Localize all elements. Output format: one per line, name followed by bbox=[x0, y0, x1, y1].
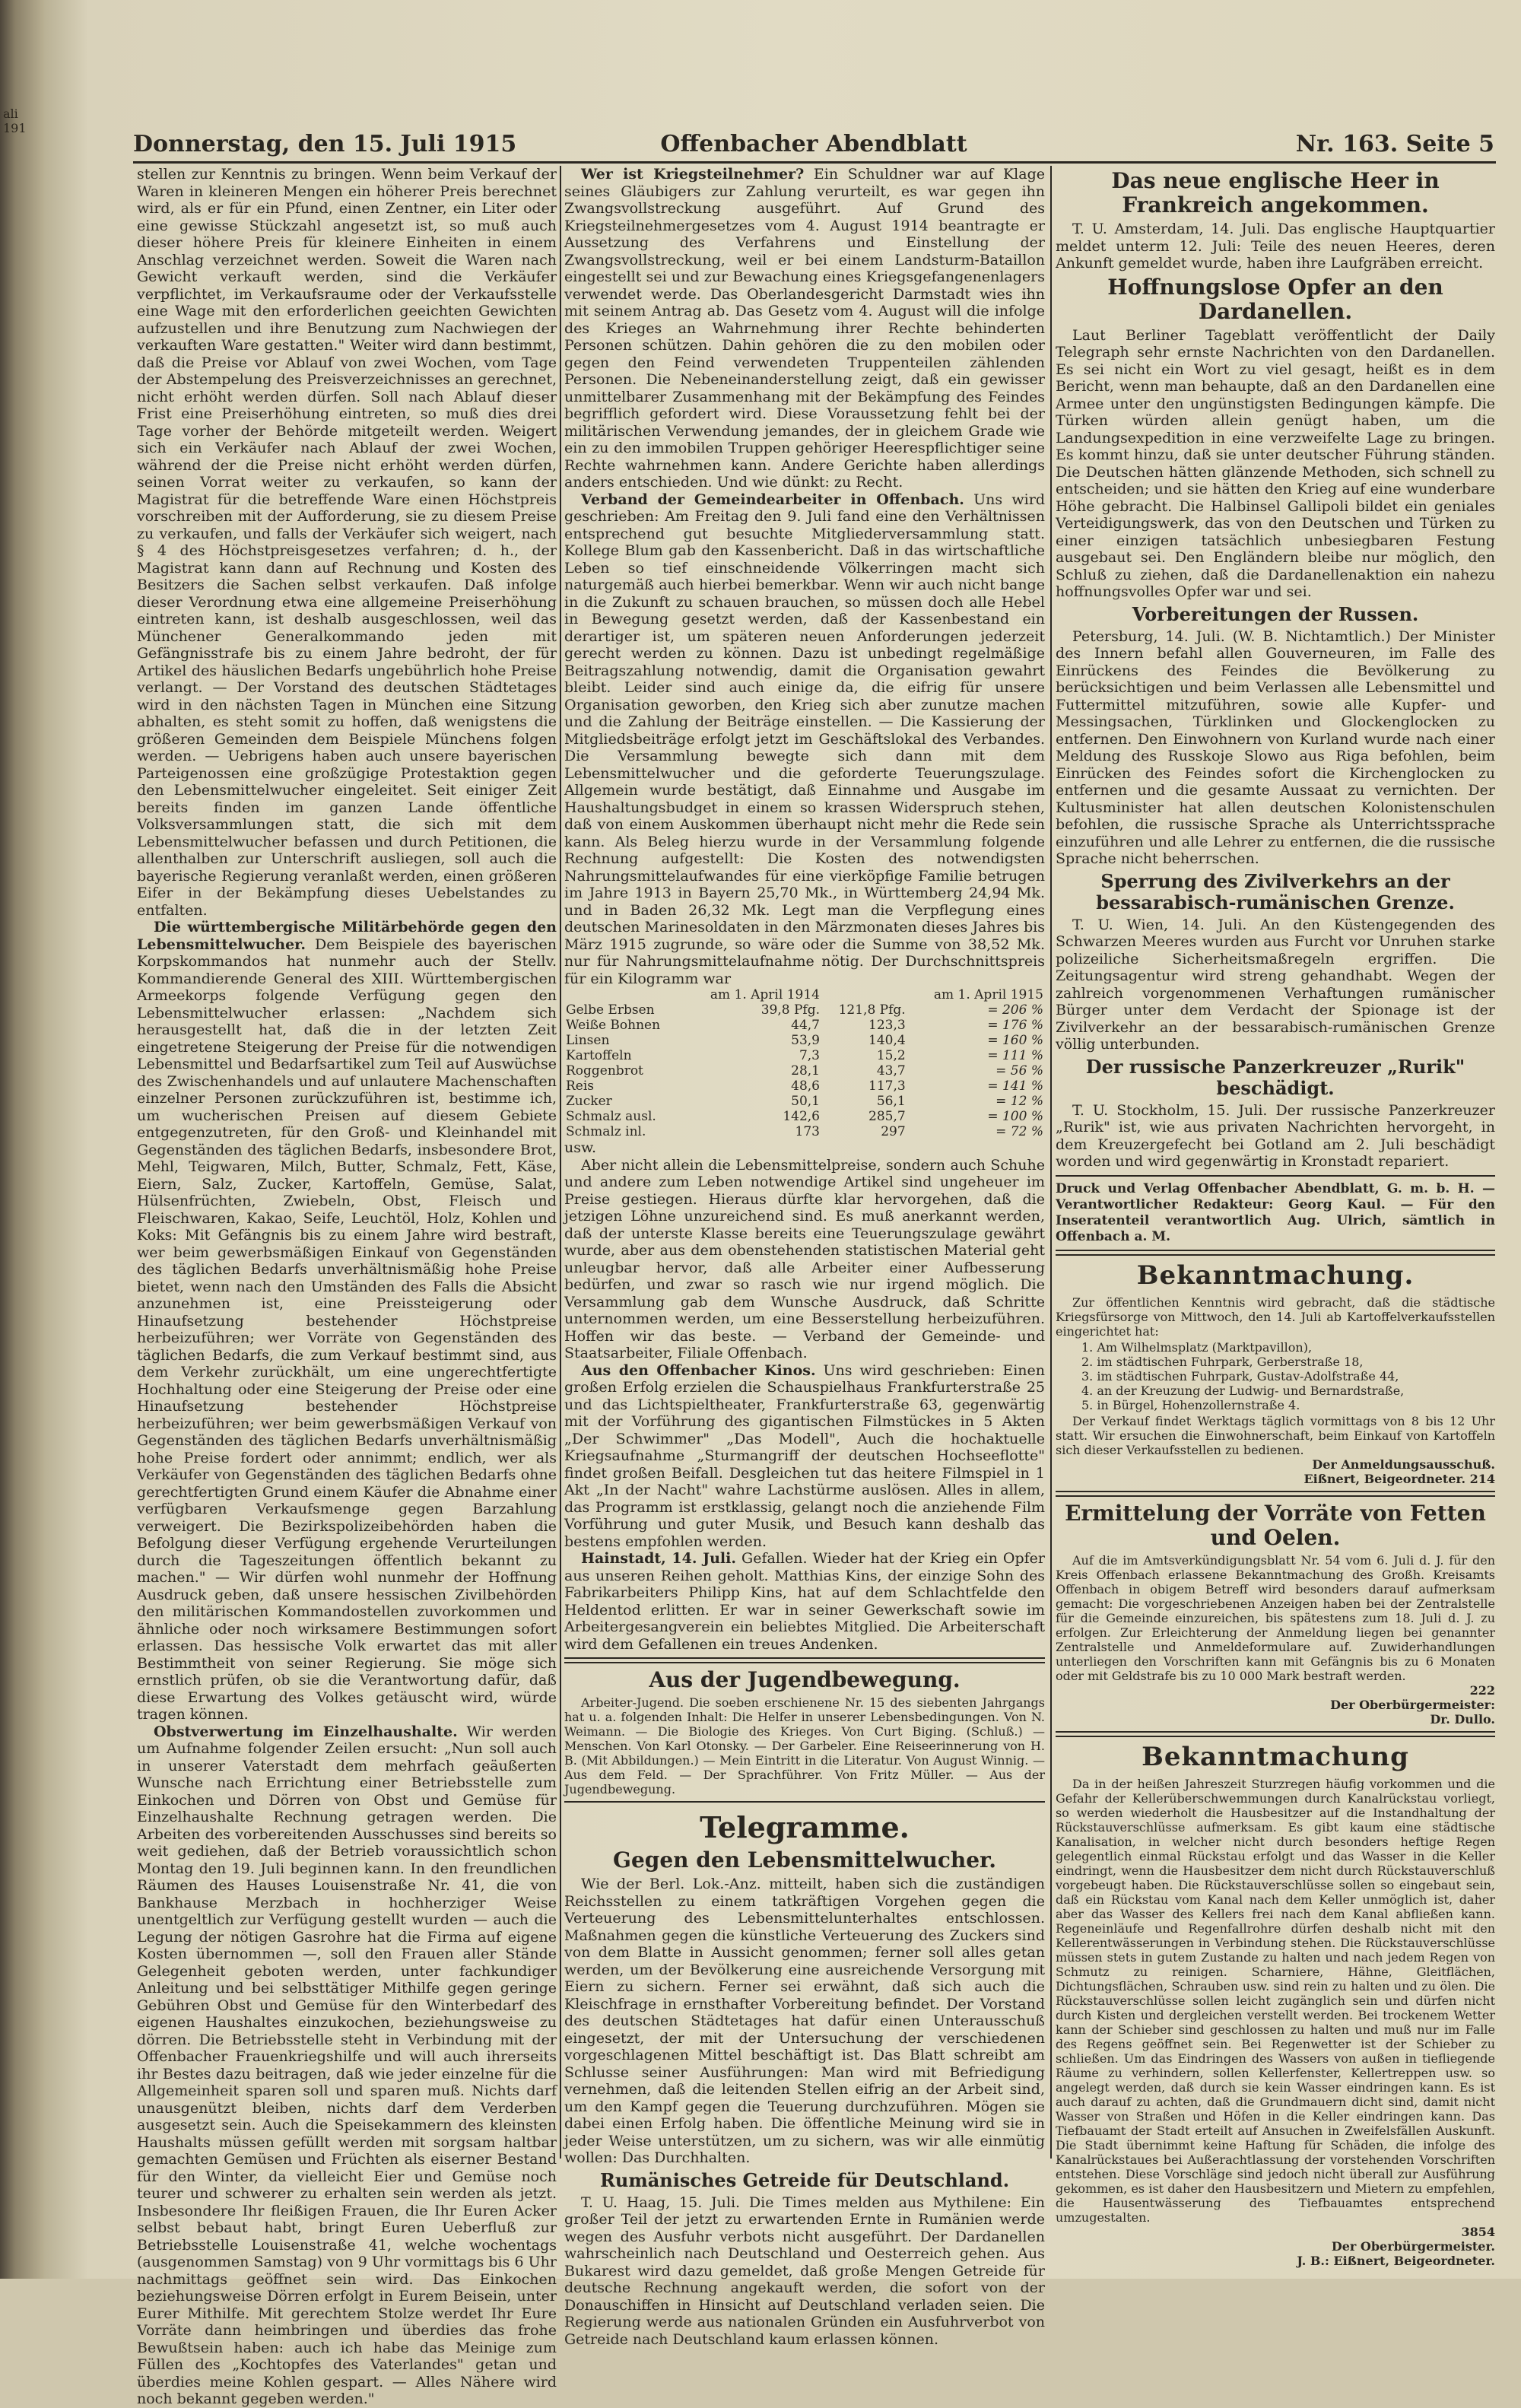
list-item: 2. im städtischen Fuhrpark, Gerberstraße 18, bbox=[1081, 1354, 1364, 1369]
notice-title: Ermittelung der Vorräte von Fetten und Oelen. bbox=[1065, 1500, 1486, 1550]
table-header-cell: am 1. April 1915 bbox=[933, 987, 1043, 1002]
notice-signature: Der Oberbürgermeister: bbox=[1330, 1697, 1495, 1712]
table-cell: = 160 % bbox=[987, 1033, 1043, 1048]
table-cell: 7,3 bbox=[799, 1048, 820, 1063]
section-divider bbox=[1056, 1491, 1495, 1497]
table-cell: 39,8 Pfg. bbox=[760, 1002, 820, 1018]
article-title: Vorbereitungen der Russen. bbox=[1132, 602, 1419, 625]
article-title: Das neue englische Heer in Frankreich angekommen. bbox=[1111, 168, 1440, 218]
table-cell: Kartoffeln bbox=[566, 1048, 632, 1063]
article-title: Gegen den Lebensmittelwucher. bbox=[613, 1847, 996, 1873]
article-text: Laut Berliner Tageblatt veröffentlicht der Daily Telegraph sehr ernste Nachrichten von den Dardanellen. Es sei nicht ein Wort zu viel gesagt, heißt es in dem Bericht, wenn man behaupte, daß an den Dardanellen eine Armee unter den ungünstigsten Bedingungen kämpfe. Die Türken würden allein genügt haben, um die Landungsexpedition in eine verzweifelte Lage zu bringen. Es kommt hinzu, daß sie unter deutscher Führung ständen. Die Deutschen hätten glänzende Methoden, sich schnell zu entscheiden; und sie hätten den Krieg auf eine wunderbare Höhe gebracht. Die Halbinsel Gallipoli bildet ein geniales Verteidigungswerk, das von den Deutschen und Türken zu einer einzigen tatsächlich unbesiegbaren Festung ausgebaut sei. Den Engländern bleibe nur möglich, den Schluß zu ziehen, daß die Dardanellenaktion ein nahezu hoffnungsvolles Opfer war und sei. bbox=[1056, 326, 1495, 600]
article-heading: Aus den Offenbacher Kinos. bbox=[581, 1361, 816, 1379]
notice-text: Da in der heißen Jahreszeit Sturzregen häufig vorkommen und die Gefahr der Kellerüberschwemmungen durch Kanalrückstau vorliegt, so werden wiederholt die Hausbesitzer auf die Instandhaltung der Rückstauverschlüsse aufmerksam. Es gibt kaum eine städtische Kanalisation, in welcher nicht durch besonders heftige Regen gelegentlich einmal Rückstau erfolgt und das Wasser in die Keller eindringt, wenn die Hausbesitzer dem nicht durch Rückstauverschluß vorgebeugt haben. Die Rückstauverschlüsse sollen so eingebaut sein, daß ein Rückstau vom Kanal nach dem Keller unmöglich ist, daher aber das Wasser des Kellers frei nach dem Kanal abfließen kann. Regeneinläufe und Regenfallrohre dürfen deshalb nicht mit den Kellerentwässerungen in Verbindung stehen. Die Rückstauverschlüsse müssen stets in gutem Zustande zu halten und nach jedem Regen von Schmutz zu reinigen. Scharniere, Hähne, Gleitflächen, Dichtungsflächen, Schrauben usw. sind rein zu halten und zu ölen. Die Rückstauverschlüsse sollen leicht zugänglich sein und dürfen nicht durch Kisten und dergleichen verstellt werden. Bei trockenem Wetter kann der Schieber sind geschlossen zu halten und muß nur im Falle des Regens geöffnet sein. Bei Regenwetter ist der Schieber zu schließen. Um das Eindringen des Wassers von außen in tiefliegende Räume zu verhindern, sollen Kellerfenster, Kellertreppen usw. so angelegt werden, daß durch sie kein Wasser eindringen kann. Es ist auch darauf zu achten, daß die Grundmauern dicht sind, damit nicht Wasser von Straßen und Höfen in die Keller eindringen kann. Das Tiefbauamt der Stadt erteilt auf Ansuchen in Zweifelsfällen Auskunft. Die Stadt übernimmt keine Haftung für Schäden, die infolge des Kanalrückstaues bei Außerachtlassung der vorstehenden Vorschriften entstehen. Diese Vorschläge sind jedoch nicht überall zur Ausführung gekommen, es ist daher den Hausbesitzern und Mietern zu empfehlen, die Hausentwässerung des Tiefbauamtes entsprechend umzugestalten. bbox=[1056, 1776, 1495, 2225]
table-row bbox=[564, 1109, 1045, 1124]
section-divider bbox=[1056, 1175, 1495, 1177]
header-page-number: Nr. 163. Seite 5 bbox=[1295, 131, 1494, 157]
table-cell: 173 bbox=[795, 1124, 820, 1139]
page-header bbox=[133, 128, 1494, 163]
table-row bbox=[564, 1048, 1045, 1063]
table-cell: Gelbe Erbsen bbox=[566, 1002, 655, 1018]
table-cell: Zucker bbox=[566, 1094, 612, 1109]
table-row bbox=[564, 1018, 1045, 1033]
section-divider bbox=[1056, 1731, 1495, 1737]
price-table-header bbox=[564, 987, 1045, 1002]
signature-name: Eißnert, Beigeordneter. bbox=[1303, 1471, 1466, 1486]
article-text: Arbeiter-Jugend. Die soeben erschienene Nr. 15 des siebenten Jahrgangs hat u. a. folgenden Inhalt: Die Helfer in unserer Lebensbedingungen. Von N. Weimann. — Die Biologie des Krieges. Von Curt Biging. (Schluß.) — Menschen. Von Karl Otonsky. — Der Garbeler. Eine Reiseerinnerung von H. B. (Mit Abbildungen.) — Mein Eintritt in die Literatur. Von August Winnig. — Aus dem Feld. — Der Sprachführer. Von Fritz Müller. — Aus der Jugendbewegung. bbox=[564, 1695, 1045, 1796]
table-row bbox=[564, 1002, 1045, 1018]
notice-signature bbox=[1056, 1472, 1495, 1486]
table-cell: 28,1 bbox=[791, 1063, 820, 1079]
section-divider bbox=[564, 1657, 1045, 1663]
table-cell: 142,6 bbox=[783, 1109, 820, 1124]
notice-text: Der Verkauf findet Werktags täglich vormittags von 8 bis 12 Uhr statt. Wir ersuchen die Einwohnerschaft, beim Einkauf von Kartoffeln sich dieser Verkaufsstellen zu bedienen. bbox=[1056, 1413, 1495, 1457]
column-divider bbox=[560, 166, 561, 2159]
table-cell: 53,9 bbox=[791, 1033, 820, 1048]
notice-ref: 222 bbox=[1469, 1682, 1495, 1698]
article-heading: Verband der Gemeindearbeiter in Offenbach. bbox=[581, 491, 964, 508]
column-left bbox=[137, 166, 557, 2407]
table-cell: = 206 % bbox=[987, 1002, 1043, 1018]
table-cell: Weiße Bohnen bbox=[566, 1018, 661, 1033]
article-heading: Die württembergische Militärbehörde gegen den Lebensmittelwucher. bbox=[137, 919, 557, 953]
table-cell: 44,7 bbox=[791, 1018, 820, 1033]
article-title: Hoffnungslose Opfer an den Dardanellen. bbox=[1107, 274, 1443, 324]
notice-ref: 3854 bbox=[1461, 2224, 1495, 2239]
column-divider bbox=[1050, 166, 1052, 2159]
article-text: Uns wird geschrieben: Einen großen Erfolg erzielen die Schauspielhaus Frankfurterstraße 25 und das Lichtspieltheater, Frankfurterstraße 63, gegenwärtig mit der Vorführung des gigantischen Filmstückes in 5 Akten „Der Schwimmer" „Das Modell", Auch die hochaktuelle Kriegsaufnahme „Sturmangriff der deutschen Hochseeflotte" findet großen Beifall. Desgleichen tut das heitere Filmspiel in 1 Akt „In der Nacht" wahre Lachstürme auslösen. Alles in allem, das Programm ist erstklassig, gelangt noch die anziehende Film Vorführung und guter Musik, und Besuch kann deshalb das bestens empfohlen werden. bbox=[564, 1361, 1045, 1550]
table-cell: Reis bbox=[566, 1079, 595, 1094]
article-text: T. U. Haag, 15. Juli. Die Times melden aus Mythilene: Ein großer Teil der jetzt zu erwartenden Ernte in Rumänien werde wegen des Ausfuhr verbots nicht ausgeführt. Der Dardanellen wahrscheinlich nach Deutschland und Oesterreich gehen. Aus Bukarest wird dazu gemeldet, daß große Mengen Getreide für deutsche Rechnung angekauft werden, die sofort von der Donauschiffen in Hinsicht auf Deutschland verladen seien. Die Regierung werde aus nationalen Gründen ein Ausfuhrverbot von Getreide nach Deutschland kaum erlassen können. bbox=[564, 2194, 1045, 2348]
table-cell: = 111 % bbox=[987, 1048, 1043, 1063]
article-text: T. U. Stockholm, 15. Juli. Der russische Panzerkreuzer „Rurik" ist, wie aus privaten Nachrichten hervorgeht, in dem Kreuzergefecht bei Gotland am 2. Juli beschädigt worden und wird gegenwärtig in Kronstadt repariert. bbox=[1056, 1101, 1495, 1170]
section-heading: Telegramme. bbox=[700, 1810, 910, 1844]
article-text: Petersburg, 14. Juli. (W. B. Nichtamtlich.) Der Minister des Innern befahl allen Gouverneuren, im Falle des Einrückens des Feindes die Bevölkerung zu berücksichtigen und beim Verlassen alle Lebensmittel und Futtermittel mitzuführen, sowie alle Kupfer- und Messingsachen, Türklinken und Glockenglocken zu entfernen. Den Einwohnern von Kurland wurde nach einer Meldung des Russkoje Slowo aus Riga befohlen, beim Einrücken des Feindes sofort die Kirchenglocken zu entfernen und die gesamte Aussaat zu vernichten. Der Kultusminister hat allen deutschen Kolonistenschulen befohlen, die russische Sprache als Unterrichtssprache einzuführen und alle Lehrer zu entfernen, die die russische Sprache nicht beherrschen. bbox=[1056, 627, 1495, 867]
article-text: Ein Schuldner war auf Klage seines Gläubigers zur Zahlung verurteilt, es war gegen ihn Zwangsvollstreckung ausgeführt. Auf Grund des Kriegsteilnehmergesetzes vom 4. August 1914 beantragte er Aussetzung des Verfahrens und Einstellung der Zwangsvollstreckung, weil er bei einem Landsturm-Bataillon eingestellt sei und zur Bewachung eines Kriegsgefangenenlagers verwendet werde. Das Oberlandesgericht Darmstadt wies ihn mit seinem Antrag ab. Das Gesetz vom 4. August will die infolge des Krieges an Wahrnehmung ihrer Rechte behinderten Personen schützen. Dahin gehören die zu den mobilen oder gegen den Feind verwendeten Truppenteilen zählenden Personen. Die Nebeneinanderstellung zeigt, daß ein gewisser unmittelbarer Zusammenhang mit der Bekämpfung des Feindes begrifflich gefordert wird. Diese Voraussetzung fehlt bei der militärischen Verwendung jemandes, der in gleichem Grade wie ein zu den immobilen Truppen gehöriger Heerespflichtiger seine Rechte wahrnehmen kann. Andere Gerichte haben allerdings anders entschieden. Und wie dünkt: zu Recht. bbox=[564, 166, 1045, 491]
price-table bbox=[564, 987, 1045, 1139]
article-text: Aber nicht allein die Lebensmittelpreise, sondern auch Schuhe und andere zum Leben notwendige Artikel sind ungeheuer im Preise gestiegen. Hieraus dürfte klar hervorgehen, daß die jetzigen Löhne unzureichend sind. Es muß anerkannt werden, daß der unterste Klasse bereits eine Teuerungszulage gewährt wurde, aber aus dem obenstehenden statistischen Material geht unleugbar hervor, daß alle Arbeiter einer Aufbesserung bedürfen, und zwar so rasch wie nur irgend möglich. Die Versammlung gab dem Wunsche Ausdruck, daß Schritte unternommen werden, um eine Besserstellung herbeizuführen. Hoffen wir das beste. — Verband der Gemeinde- und Staatsarbeiter, Filiale Offenbach. bbox=[564, 1156, 1045, 1361]
table-header-cell bbox=[821, 987, 907, 1002]
table-cell: = 176 % bbox=[987, 1018, 1043, 1033]
table-header-cell: am 1. April 1914 bbox=[710, 987, 820, 1002]
article-text: Wie der Berl. Lok.-Anz. mitteilt, haben sich die zuständigen Reichsstellen zu einem tatkräftigen Vorgehen gegen die Verteuerung des Lebensmittelunterhaltes entschlossen. Maßnahmen gegen die künstliche Verteuerung des Zuckers sind von dem Blatte in Aussicht genommen; ferner soll alles getan werden, um der Bevölkerung eine ausreichende Versorgung mit Eiern zu sichern. Ferner sei erwähnt, daß sich auch die Kleischfrage in ernsthafter Vorbereitung befindet. Der Vorstand des deutschen Städtetages hat dafür einen Unterausschuß eingesetzt, der mit der Untersuchung der verschiedenen vorgeschlagenen Mittel beschäftigt ist. Das Blatt schreibt am Schlusse seiner Ausführungen: Man wird mit Befriedigung vernehmen, daß die leitenden Stellen eifrig an der Arbeit sind, um den Kampf gegen die Teuerung durchzuführen. Mögen sie dabei einen Erfolg haben. Die öffentliche Meinung wird sie in jeder Weise unterstützen, um zu sichern, was wir alle einmütig wollen: Das Durchhalten. bbox=[564, 1876, 1045, 2166]
table-cell: 50,1 bbox=[791, 1094, 820, 1109]
section-divider bbox=[564, 1801, 1045, 1803]
table-cell: Schmalz ausl. bbox=[566, 1109, 656, 1124]
table-cell: 140,4 bbox=[868, 1033, 906, 1048]
table-row bbox=[564, 1094, 1045, 1109]
notice-signature: Dr. Dullo. bbox=[1430, 1711, 1495, 1727]
table-cell: 285,7 bbox=[868, 1109, 906, 1124]
article-text: T. U. Wien, 14. Juli. An den Küstengegenden des Schwarzen Meeres wurden aus Furcht vor Unruhen starke polizeiliche Sicherheitsmaßregeln ergriffen. Die Zeitungsagentur wird streng gehandhabt. Wegen der zahlreich vorgenommenen Verhaftungen rumänischer Bürger unter dem Verdacht der Spionage ist der Zivilverkehr an der bessarabisch-rumänischen Grenze völlig unterbunden. bbox=[1056, 916, 1495, 1053]
notice-list bbox=[1081, 1340, 1495, 1412]
table-cell: Roggenbrot bbox=[566, 1063, 643, 1079]
table-tail: usw. bbox=[564, 1139, 597, 1156]
notice-ref: 214 bbox=[1469, 1471, 1495, 1486]
header-rule bbox=[133, 161, 1496, 164]
table-cell: 15,2 bbox=[876, 1048, 906, 1063]
article-text: T. U. Amsterdam, 14. Juli. Das englische Hauptquartier meldet unterm 12. Juli: Teile des neuen Heeres, deren Ankunft gemeldet wurde, haben ihre Laufgräben erreicht. bbox=[1056, 221, 1495, 272]
notice-signature: J. B.: Eißnert, Beigeordneter. bbox=[1297, 2253, 1495, 2268]
notice-title: Bekanntmachung bbox=[1142, 1741, 1409, 1772]
table-cell: 43,7 bbox=[876, 1063, 906, 1079]
table-cell: = 100 % bbox=[987, 1109, 1043, 1124]
table-cell: 123,3 bbox=[868, 1018, 906, 1033]
table-cell: 121,8 Pfg. bbox=[838, 1002, 906, 1018]
column-middle bbox=[564, 166, 1045, 2348]
list-item: 1. Am Wilhelmsplatz (Marktpavillon), bbox=[1081, 1339, 1313, 1355]
list-item: 5. in Bürgel, Hohenzollernstraße 4. bbox=[1081, 1397, 1300, 1412]
article-text: Dem Beispiele des bayerischen Korpskommandos hat nunmehr auch der Stellv. Kommandierende General des XIII. Württembergischen Armeekorps folgende Verfügung gegen den Lebensmittelwucher erlassen: „Nachdem sich herausgestellt hat, daß die in der letzten Zeit eingetretene Steigerung der Preise für die notwendigen Lebensmittel und Bedarfsartikel zum Teil auf Auswüchse des Zwischenhandels und auf unlautere Machenschaften einzelner Personen zurückzuführen ist, bestimme ich, um wucherischen Preisen auf diesem Gebiete entgegenzutreten, für den Groß- und Kleinhandel mit Gegenständen des täglichen Bedarfs, insbesondere Brot, Mehl, Teigwaren, Milch, Butter, Schmalz, Fett, Käse, Eiern, Salz, Zucker, Kartoffeln, Gemüse, Salat, Hülsenfrüchten, Zwiebeln, Obst, Fleisch und Fleischwaren, Kakao, Seife, Leuchtöl, Holz, Kohlen und Koks: Mit Gefängnis bis zu einem Jahre wird bestraft, wer beim gewerbsmäßigen Einkauf von Gegenständen des täglichen Bedarfs unverhältnismäßig hohe Preise bietet, wenn nach den Umständen des Falls die Absicht anzunehmen ist, eine Preissteigerung oder Hinaufsetzung bestehender Höchstpreise herbeizuführen; wer Vorräte von Gegenständen des täglichen Bedarfs, die zum Verkauf bestimmt sind, aus dem Verkehr zurückhält, um eine ungerechtfertigte Hochhaltung oder eine Steigerung der Preise oder eine Hinaufsetzung bestehender Höchstpreise herbeizuführen; wer beim gewerbsmäßigen Verkauf von Gegenständen des täglichen Bedarfs unverhältnismäßig hohe Preise fordert oder annimmt; endlich, wer als Verkäufer von Gegenständen des täglichen Bedarfs ohne gerechtfertigten Grund einem Käufer die Abnahme einer verfügbaren Verkaufsmenge gegen Barzahlung verweigert. Die Bezirkspolizeibehörden haben die Befolgung dieser Verfügung ergehende Verurteilungen durch die Tageszeitungen öffentlich bekannt zu machen." — Wir dürfen wohl nunmehr der Hoffnung Ausdruck geben, daß unsere hessischen Zivilbehörden den militärischen Kommandostellen zuvorkommen und ähnliche oder noch wirksamere Bestimmungen sofort erlassen. Das hessische Volk erwartet das mit aller Bestimmtheit von seiner Regierung. Sie möge sich ernstlich prüfen, ob sie die Verantwortung dafür, daß diese Erwartung des Volkes getäuscht wird, würde tragen können. bbox=[137, 936, 557, 1723]
article-text: Gefallen. Wieder hat der Krieg ein Opfer aus unseren Reihen geholt. Matthias Kins, der einzige Sohn des Fabrikarbeiters Philipp Kins, hat auf dem Schlachtfelde den Heldentod erlitten. Er war in seiner Gewerkschaft sowie im Arbeitergesangverein ein beliebtes Mitglied. Die Arbeiterschaft wird dem Gefallenen ein treues Andenken. bbox=[564, 1550, 1045, 1653]
notice-signature: Der Anmeldungsausschuß. bbox=[1312, 1457, 1495, 1472]
article-title: Der russische Panzerkreuzer „Rurik" beschädigt. bbox=[1085, 1055, 1465, 1099]
table-cell: = 72 % bbox=[995, 1124, 1043, 1139]
notice-text: Auf die im Amtsverkündigungsblatt Nr. 54 vom 6. Juli d. J. für den Kreis Offenbach erlassene Bekanntmachung des Großh. Kreisamts Offenbach in obigem Betreff wird besonders darauf aufmerksam gemacht: Die vorgeschriebenen Anzeigen haben bei der Zentralstelle für die Gemeinde einzureichen, bis spätestens zum 18. Juli d. J. zu erfolgen. Zur Erleichterung der Anmeldung liegen bei genannter Zentralstelle und Anmeldeformulare auf. Zuwiderhandlungen unterliegen den Vorschriften kann mit Gefängnis bis zu 6 Monaten oder mit Geldstrafe bis zu 10 000 Mark bestraft werden. bbox=[1056, 1552, 1495, 1683]
table-row bbox=[564, 1124, 1045, 1139]
notice-text: Zur öffentlichen Kenntnis wird gebracht, daß die städtische Kriegsfürsorge von Mittwoch, den 14. Juli ab Kartoffelverkaufsstellen eingerichtet hat: bbox=[1056, 1295, 1495, 1339]
table-row bbox=[564, 1079, 1045, 1094]
table-cell: = 12 % bbox=[995, 1094, 1043, 1109]
table-cell: 117,3 bbox=[868, 1079, 906, 1094]
binding-spine bbox=[0, 0, 44, 2279]
article-title: Sperrung des Zivilverkehrs an der bessarabisch-rumänischen Grenze. bbox=[1096, 869, 1455, 913]
article-text: stellen zur Kenntnis zu bringen. Wenn beim Verkauf der Waren in kleineren Mengen ein höherer Preis berechnet wird, als er für ein Pfund, einen Zentner, ein Liter oder eine gewisse Stückzahl angesetzt ist, so muß auch dieser höhere Preis für kleinere Einheiten in einem Anschlag verzeichnet werden. Soweit die Waren nach Gewicht verkauft werden, sind die Verkäufer verpflichtet, im Verkaufsraume oder der Verkaufsstelle eine Wage mit den erforderlichen geeichten Gewichten aufzustellen und ihre Benutzung zum Nachwiegen der verkauften Ware gestatten." Weiter wird dann bestimmt, daß die Preise vor Ablauf von zwei Wochen, vom Tage der Abstempelung des Preisverzeichnisses an gerechnet, nicht erhöht werden dürfen. Soll nach Ablauf dieser Frist eine Preiserhöhung eintreten, so muß dies drei Tage vorher der Behörde mitgeteilt werden. Weigert sich ein Verkäufer nach Ablauf der zwei Wochen, während der die Preise nicht erhöht werden dürfen, seinen Vorrat weiter zu verkaufen, so kann der Magistrat für die betreffende Ware einen Höchstpreis vorschreiben mit der Aufforderung, sie zu diesem Preise zu verkaufen, und falls der Verkäufer sich weigert, nach § 4 des Höchstpreisgesetzes verfahren; d. h., der Magistrat kann dann auf Rechnung und Kosten des Besitzers die Sachen selbst verkaufen. Daß infolge dieser Verordnung etwa eine allgemeine Preiserhöhung eintreten kann, ist deshalb ausgeschlossen, weil das Münchener Generalkommando jeden mit Gefängnisstrafe bis zu einem Jahre bedroht, der für Artikel des häuslichen Bedarfs ungebührlich hohe Preise verlangt. — Der Vorstand des deutschen Städtetages wird in den nächsten Tagen in München eine Sitzung abhalten, es steht somit zu hoffen, daß wenigstens die größeren Gemeinden dem Beispiele Münchens folgen werden. — Uebrigens haben auch unsere bayerischen Parteigenossen eine großzügige Protestaktion gegen den Lebensmittelwucher eingeleitet. Seit einiger Zeit bereits finden im ganzen Lande öffentliche Volksversammlungen statt, die sich mit dem Lebensmittelwucher befassen und durch Petitionen, die allenthalben zur Unterschrift ausliegen, soll auch die bayerische Regierung veranlaßt werden, einen größeren Eifer in der Bekämpfung dieses Uebelstandes zu entfalten. bbox=[137, 166, 557, 919]
list-item: 3. im städtischen Fuhrpark, Gustav-Adolfstraße 44, bbox=[1081, 1368, 1399, 1383]
section-divider bbox=[1056, 1250, 1495, 1256]
article-title: Rumänisches Getreide für Deutschland. bbox=[599, 2168, 1010, 2191]
table-row bbox=[564, 1063, 1045, 1079]
article-text: Uns wird geschrieben: Am Freitag den 9. Juli fand eine den Verhältnissen entsprechend gut besuchte Mitgliederversammlung statt. Kollege Blum gab den Kassenbericht. Daß in das wirtschaftliche Leben so tief einschneidende Völkerringen macht sich naturgemäß auch hierbei bemerkbar. Wenn wir auch nicht bange in die Zukunft zu schauen brauchen, so müssen doch alle Hebel in Bewegung gesetzt werden, daß der Kassenbestand ein derartiger ist, um späteren neuen Anforderungen jederzeit gerecht werden zu können. Dazu ist unbedingt regelmäßige Beitragszahlung notwendig, damit die Organisation gewahrt bleibt. Leider sind auch einige da, die eifrig für unsere Organisation geworben, den Krieg sich aber zunutze machen und die Zahlung der Beiträge einstellen. — Die Kassierung der Mitgliedsbeiträge erfolgt jetzt im Geschäftslokal des Verbandes. Die Versammlung bewegte sich dann mit dem Lebensmittelwucher und die geforderte Teuerungszulage. Allgemein wurde bestätigt, daß Einnahme und Ausgabe im Haushaltungsbudget in einem so krassen Widerspruch stehen, daß von einem Auskommen überhaupt nicht mehr die Rede sein kann. Als Beleg hierzu wurde in der Versammlung folgende Rechnung aufgestellt: Die Kosten des notwendigsten Nahrungsmittelaufwandes für eine vierköpfige Familie betrugen im Jahre 1913 in Bayern 25,70 Mk., in Württemberg 24,94 Mk. und in Baden 26,32 Mk. Legt man die Verpflegung eines deutschen Marinesoldaten in den Märzmonaten dieses Jahres bis März 1915 zugrunde, so wäre oder die Summe von 38,52 Mk. nur für Nahrungsmittelaufnahme nötig. Der Durchschnittspreis für ein Kilogramm war bbox=[564, 491, 1045, 987]
header-date: Donnerstag, den 15. Juli 1915 bbox=[133, 131, 517, 157]
table-header-cell bbox=[564, 987, 684, 1002]
article-heading: Hainstadt, 14. Juli. bbox=[581, 1550, 736, 1567]
spine-fragment: ali 191 bbox=[3, 106, 27, 135]
table-cell: 48,6 bbox=[791, 1079, 820, 1094]
list-item: 4. an der Kreuzung der Ludwig- und Bernardstraße, bbox=[1081, 1383, 1405, 1398]
notice-signature: Der Oberbürgermeister. bbox=[1331, 2238, 1495, 2254]
table-cell: Schmalz inl. bbox=[566, 1124, 646, 1139]
table-cell: = 56 % bbox=[995, 1063, 1043, 1079]
notice-title: Bekanntmachung. bbox=[1136, 1260, 1415, 1291]
table-cell: = 141 % bbox=[987, 1079, 1043, 1094]
table-cell: Linsen bbox=[566, 1033, 610, 1048]
article-text: Wir werden um Aufnahme folgender Zeilen ersucht: „Nun soll auch in unserer Vaterstadt dem mehrfach geäußerten Wunsche nach Errichtung einer Betriebsstelle zum Einkochen und Dörren von Obst und Gemüse für Einzelhaushalte Rechnung getragen werden. Die Arbeiten des vorbereitenden Ausschusses sind bereits so weit gediehen, daß der Betrieb voraussichtlich schon Montag den 19. Juli beginnen kann. In den freundlichen Räumen des Hauses Louisenstraße Nr. 41, die von Bankhause Merzbach in hochherziger Weise unentgeltlich zur Verfügung gestellt wurden — auch die Legung der nötigen Gasrohre hat die Firma auf eigene Kosten übernommen —, soll den Frauen aller Stände Gelegenheit geboten werden, unter fachkundiger Anleitung und bei selbsttätiger Mithilfe gegen geringe Gebühren Obst und Gemüse für den Winterbedarf des eigenen Haushaltes einzukochen, beziehungsweise zu dörren. Die Betriebsstelle steht in Verbindung mit der Offenbacher Frauenkriegshilfe und will auch ihrerseits ihr Bestes dazu beitragen, daß wie jeder einzelne für die Allgemeinheit sparen soll und sparen muß. Nichts darf unausgenützt bleiben, nichts darf dem Verderben ausgesetzt sein. Auch die Speisekammern des kleinsten Haushalts müssen gefüllt werden mit sorgsam haltbar gemachten Gemüsen und Früchten als eiserner Bestand für den Winter, da vielleicht Eier und Gemüse noch teurer und schwerer zu erhalten sein werden als jetzt. Insbesondere Ihr fleißigen Frauen, die Ihr Euren Acker selbst bebaut habt, bringt Euren Ueberfluß zur Betriebsstelle Louisenstraße 41, welche wochentags (ausgenommen Samstag) von 9 Uhr vormittags bis 6 Uhr nachmittags geöffnet sein wird. Das Einkochen beziehungsweise Dörren erfolgt in Eurem Beisein, unter Eurer Mithilfe. Mit gerechtem Stolze werdet Ihr Eure Vorräte dann heimbringen und überdies das frohe Bewußtsein haben: auch ich habe das Meinige zum Füllen des „Kochtopfes des Vaterlandes" getan und überdies meine Kohlen gespart. — Alles Nähere wird noch bekannt gegeben werden." bbox=[137, 1723, 557, 2407]
imprint: Druck und Verlag Offenbacher Abendblatt, G. m. b. H. — Verantwortlicher Redakteur: Georg Kaul. — Für den Inseratenteil verantwortlich Aug. Ulrich, sämtlich in Offenbach a. M. bbox=[1056, 1180, 1495, 1244]
column-right bbox=[1056, 166, 1495, 2268]
article-heading: Wer ist Kriegsteilnehmer? bbox=[581, 166, 805, 183]
article-heading: Obstverwertung im Einzelhaushalte. bbox=[154, 1723, 458, 1740]
section-heading: Aus der Jugendbewegung. bbox=[649, 1667, 961, 1692]
table-row bbox=[564, 1033, 1045, 1048]
header-paper-title: Offenbacher Abendblatt bbox=[660, 131, 967, 157]
table-cell: 297 bbox=[881, 1124, 906, 1139]
table-cell: 56,1 bbox=[876, 1094, 906, 1109]
